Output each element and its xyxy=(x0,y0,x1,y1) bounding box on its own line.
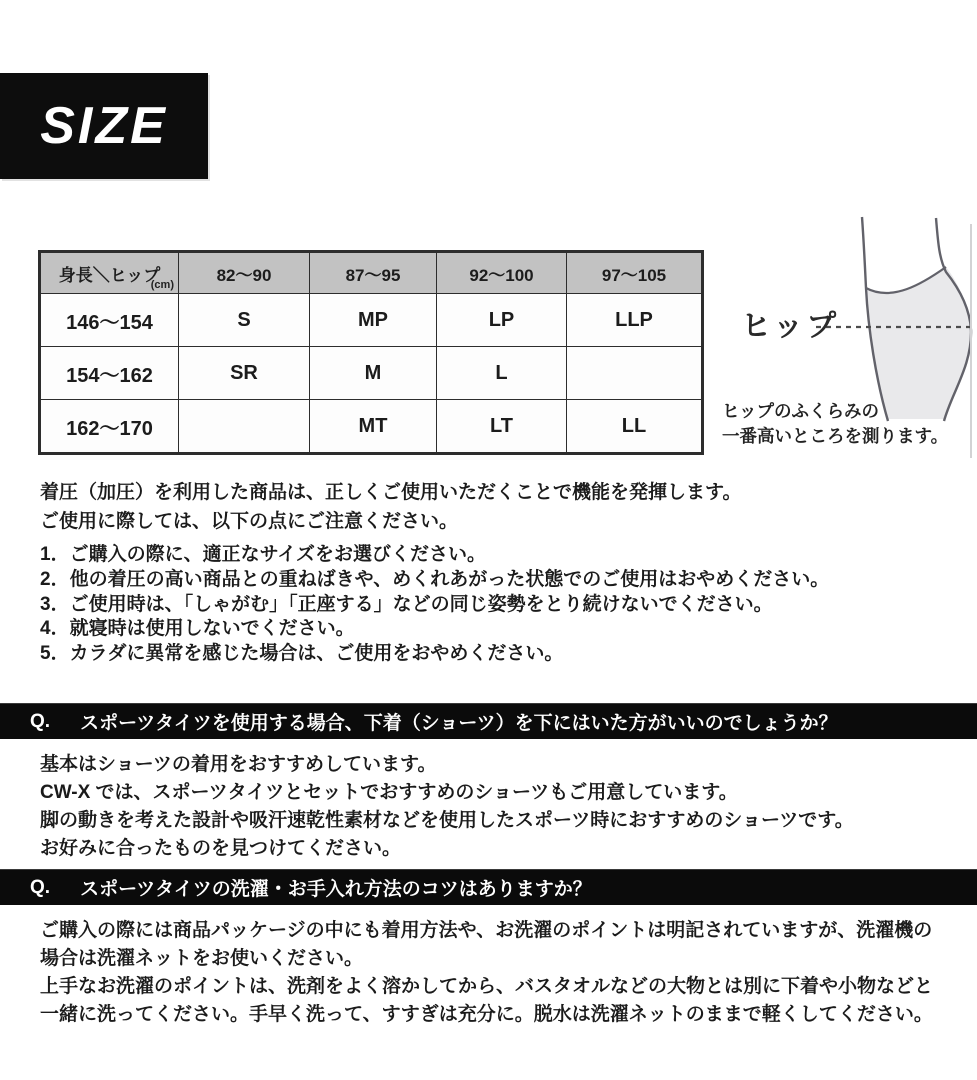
precaution-item: 1．ご購入の際に、適正なサイズをお選びください。 xyxy=(40,544,487,565)
faq-question-banner xyxy=(0,703,977,739)
size-cell: MT xyxy=(310,400,437,454)
question-mark-label: Q. xyxy=(30,876,51,898)
height-range-cell: 146～154 xyxy=(40,294,179,347)
usage-intro-line: ご使用に際しては、以下の点にご注意ください。 xyxy=(40,511,459,532)
table-header-row xyxy=(40,252,703,294)
size-cell: L xyxy=(437,347,567,400)
precaution-item: 4．就寝時は使用しないでください。 xyxy=(40,618,355,640)
height-range-cell: 154～162 xyxy=(40,347,179,400)
table-row xyxy=(40,294,703,347)
hip-caption-line: ヒップのふくらみの xyxy=(722,401,879,421)
size-cell: LLP xyxy=(567,294,703,347)
corner-header-label: 身長＼ヒップ xyxy=(58,265,161,285)
size-cell: LP xyxy=(437,294,567,347)
table-row xyxy=(40,347,703,400)
size-cell xyxy=(179,400,310,454)
question-mark-label: Q. xyxy=(30,710,51,732)
faq-answer xyxy=(40,917,933,1029)
faq-answer-line: CW-X では、スポーツタイツとセットでおすすめのショーツもご用意しています。 xyxy=(40,782,738,803)
hip-caption xyxy=(722,399,948,449)
size-cell: LL xyxy=(567,400,703,454)
table-corner-cell xyxy=(40,252,179,294)
precaution-item: 2．他の着圧の高い商品との重ねばきや、めくれあがった状態でのご使用はおやめください。 xyxy=(40,568,830,590)
faq-answer-line: お好みに合ったものを見つけてください。 xyxy=(40,838,402,859)
corner-unit-label: (cm) xyxy=(150,279,174,291)
table-row xyxy=(40,400,703,454)
faq-answer-line: ご購入の際には商品パッケージの中にも着用方法や、お洗濯のポイントは明記されていますが、洗濯機の xyxy=(40,920,933,941)
faq-answer-line: 上手なお洗濯のポイントは、洗剤をよく溶かしてから、バスタオルなどの大物とは別に下着や小物などと xyxy=(40,976,934,997)
hip-label: ヒップ xyxy=(741,310,840,343)
height-range-cell: 162～170 xyxy=(40,400,179,454)
precaution-item: 5．カラダに異常を感じた場合は、ご使用をおやめください。 xyxy=(40,643,564,665)
faq-answer-line: 脚の動きを考えた設計や吸汗速乾性素材などを使用したスポーツ時におすすめのショーツです。 xyxy=(40,810,854,831)
size-cell: M xyxy=(310,347,437,400)
size-section-title: SIZE xyxy=(40,97,168,155)
table-header-cell: 87～95 xyxy=(310,252,437,294)
faq-question-text: スポーツタイツの洗濯・お手入れ方法のコツはありますか？ xyxy=(80,879,592,900)
faq-question-text: スポーツタイツを使用する場合、下着（ショーツ）を下にはいた方がいいのでしょうか？ xyxy=(80,713,838,734)
size-cell: LT xyxy=(437,400,567,454)
table-header-cell: 82～90 xyxy=(179,252,310,294)
size-cell: S xyxy=(179,294,310,347)
faq-question-banner xyxy=(0,869,977,905)
faq-answer-line: 基本はショーツの着用をおすすめしています。 xyxy=(40,754,437,775)
precaution-item: 3．ご使用時は、「しゃがむ」「正座する」などの同じ姿勢をとり続けないでください。 xyxy=(40,593,773,615)
faq-answer xyxy=(40,751,854,863)
table-header-cell: 97～105 xyxy=(567,252,703,294)
size-section-header xyxy=(0,73,208,179)
size-cell xyxy=(567,347,703,400)
size-cell: MP xyxy=(310,294,437,347)
faq-answer-line: 場合は洗濯ネットをお使いください。 xyxy=(40,948,364,969)
size-chart-table xyxy=(38,250,704,455)
hip-caption-line: 一番高いところを測ります。 xyxy=(722,426,949,446)
precaution-list xyxy=(40,543,829,667)
table-header-cell: 92～100 xyxy=(437,252,567,294)
size-cell: SR xyxy=(179,347,310,400)
faq-answer-line: 一緒に洗ってください。手早く洗って、すすぎは充分に。脱水は洗濯ネットのままで軽くしてください。 xyxy=(40,1004,933,1025)
usage-intro xyxy=(40,478,741,536)
page-edge-line xyxy=(970,224,972,458)
usage-intro-line: 着圧（加圧）を利用した商品は、正しくご使用いただくことで機能を発揮します。 xyxy=(40,482,742,503)
